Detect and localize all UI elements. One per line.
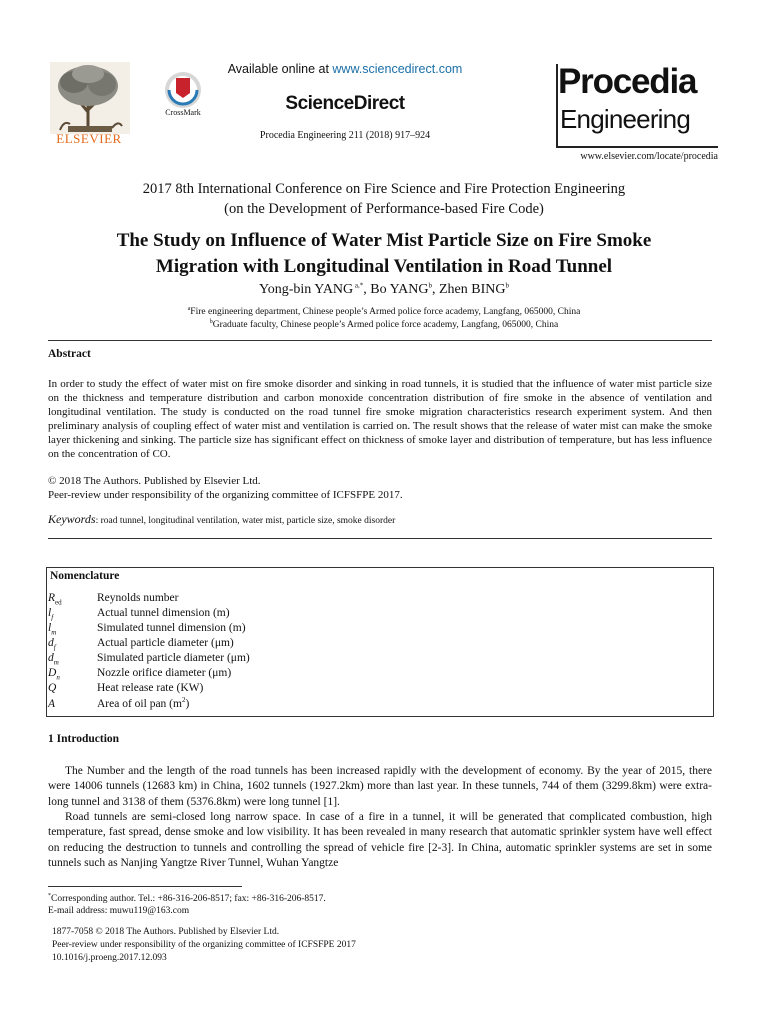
journal-url[interactable]: www.elsevier.com/locate/procedia bbox=[580, 151, 718, 162]
nomenclature-row bbox=[48, 622, 648, 637]
nomenclature-definition: Reynolds number bbox=[97, 592, 179, 604]
author-separator: , bbox=[431, 282, 439, 297]
affiliation bbox=[0, 320, 768, 330]
paper-title-line2: Migration with Longitudinal Ventilation in Road Tunnel bbox=[155, 256, 613, 277]
nomenclature-row bbox=[48, 698, 648, 713]
nomenclature-definition: Area of oil pan $(m^2)$ bbox=[97, 696, 190, 710]
divider bbox=[48, 538, 712, 539]
nomenclature-definition: Simulated particle diameter (μm) bbox=[97, 652, 250, 664]
nomenclature-symbol: $l_m$ bbox=[48, 622, 57, 637]
available-prefix: Available online at bbox=[227, 62, 333, 76]
nomenclature-row bbox=[48, 607, 648, 622]
affiliation-text: Graduate faculty, Chinese people’s Armed police force academy, Langfang, 065000, China bbox=[212, 320, 559, 330]
journal-reference: Procedia Engineering 211 (2018) 917–924 bbox=[259, 130, 431, 141]
keywords-list: : road tunnel, longitudinal ventilation, water mist, particle size, smoke disorder bbox=[95, 516, 396, 526]
email-note: E-mail address: muwu119@163.com bbox=[48, 906, 190, 916]
author-name: Bo YANG bbox=[370, 282, 429, 297]
footnote-rule bbox=[48, 886, 242, 887]
keywords bbox=[48, 512, 395, 527]
affiliation bbox=[0, 307, 768, 317]
nomenclature-symbol: $D_n$ bbox=[48, 667, 60, 682]
affiliation-text: Fire engineering department, Chinese people’s Armed police force academy, Langfang, 065000, China bbox=[190, 307, 581, 317]
journal-logo-title: Procedia bbox=[558, 62, 697, 101]
nomenclature-definition: Actual particle diameter (μm) bbox=[97, 637, 234, 649]
abstract-heading: Abstract bbox=[48, 348, 91, 360]
introduction-paragraph: Road tunnels are semi-closed long narrow space. In case of a fire in a tunnel, it will be generated that complicated combustion, high temperature, fast spread, dense smoke and low visibility. It has been revealed in many research that automatic sprinkler system have well effect on reducing the destruction to tunnels and controlling the spread of vehicle fire [2-3]. In China, automatic sprinkler systems are set in some tunnels such as Nanjing Yangtze River Tunnel, Wuhan Yangtze bbox=[48, 811, 712, 869]
crossmark-label: CrossMark bbox=[165, 108, 201, 117]
nomenclature-symbol: $d_m$ bbox=[48, 652, 59, 667]
abstract-text: In order to study the effect of water mist on fire smoke disorder and sinking in road tunnels, it is studied that the influence of water mist particle size on the thickness and temperature distribution and carbon monoxide concentration distribution of fire smoke in the absence of ventilation and longitudinal ventilation. The study is conducted on the road tunnel fire smoke migration characteristics research experiment system. And then preliminary analysis of coupling effect of water mist and ventilation is carried on. The result shows that the release of water mist can make the smoke layer thickening and sinking. The particle size has significant effect on thickness of smoke layer and distribution of temperature, but has less influence on the concentration of CO. bbox=[48, 378, 712, 461]
nomenclature-symbol: $R_{ed}$ bbox=[48, 592, 62, 607]
author-affiliation-mark: b bbox=[505, 281, 509, 290]
author-separator: , bbox=[363, 282, 371, 297]
nomenclature-row bbox=[48, 637, 648, 652]
author-list bbox=[0, 282, 768, 298]
divider bbox=[48, 340, 712, 341]
nomenclature-symbol: Q bbox=[48, 682, 57, 694]
nomenclature-row bbox=[48, 652, 648, 667]
introduction-paragraph: The Number and the length of the road tunnels has been increased rapidly with the development of economy. By the year of 2015, there were 14006 tunnels (12683 km) in China, 1602 tunnels (1927.2km) more than last year. In these tunnels, 744 of them (3299.8km) were extra-long tunnel and 3138 of them (5376.8km) were long tunnel [1]. bbox=[48, 765, 712, 808]
conference-subtitle: (on the Development of Performance-based Fire Code) bbox=[224, 201, 544, 217]
author-affiliation-mark: a,* bbox=[354, 281, 364, 290]
nomenclature-definition: Actual tunnel dimension (m) bbox=[97, 607, 230, 619]
sciencedirect-brand: ScienceDirect bbox=[285, 93, 405, 114]
corresponding-author-note: *Corresponding author. Tel.: +86-316-206-8517; fax: +86-316-206-8517. bbox=[48, 892, 326, 904]
doi[interactable]: 10.1016/j.proeng.2017.12.093 bbox=[52, 953, 167, 963]
author-name: Yong-bin YANG bbox=[259, 282, 354, 297]
nomenclature-row bbox=[48, 592, 648, 607]
nomenclature-title: Nomenclature bbox=[50, 570, 120, 582]
issn-peer-review: Peer-review under responsibility of the organizing committee of ICFSFPE 2017 bbox=[52, 940, 356, 950]
introduction-heading: 1 Introduction bbox=[48, 733, 120, 745]
keywords-label: Keywords bbox=[48, 512, 96, 526]
affiliation-mark: b bbox=[209, 318, 213, 325]
author-name: Zhen BING bbox=[438, 282, 506, 297]
nomenclature-symbol: A bbox=[48, 698, 56, 710]
copyright-line: © 2018 The Authors. Published by Elsevier Ltd. bbox=[48, 475, 261, 487]
nomenclature-row bbox=[48, 682, 648, 697]
nomenclature-definition: Heat release rate (KW) bbox=[97, 682, 204, 694]
peer-review-line: Peer-review under responsibility of the organizing committee of ICFSFPE 2017. bbox=[48, 489, 403, 501]
author-affiliation-mark: b bbox=[428, 281, 432, 290]
conference-name: 2017 8th International Conference on Fire Science and Fire Protection Engineering bbox=[142, 181, 626, 197]
publisher-logo-text: ELSEVIER bbox=[56, 131, 122, 146]
journal-logo-subtitle: Engineering bbox=[560, 104, 690, 134]
paper-title bbox=[40, 228, 728, 280]
issn-line: 1877-7058 © 2018 The Authors. Published by Elsevier Ltd. bbox=[52, 927, 280, 937]
nomenclature-row bbox=[48, 667, 648, 682]
paper-title-line1: The Study on Influence of Water Mist Particle Size on Fire Smoke bbox=[116, 230, 652, 251]
nomenclature-symbol: $l_f$ bbox=[48, 607, 54, 622]
nomenclature-symbol: $d_f$ bbox=[48, 637, 56, 652]
available-online-line bbox=[210, 62, 480, 76]
sciencedirect-link[interactable]: www.sciencedirect.com bbox=[332, 62, 463, 76]
affiliation-mark: a bbox=[187, 305, 191, 312]
nomenclature-definition: Simulated tunnel dimension (m) bbox=[97, 622, 246, 634]
nomenclature-definition: Nozzle orifice diameter (μm) bbox=[97, 667, 232, 679]
